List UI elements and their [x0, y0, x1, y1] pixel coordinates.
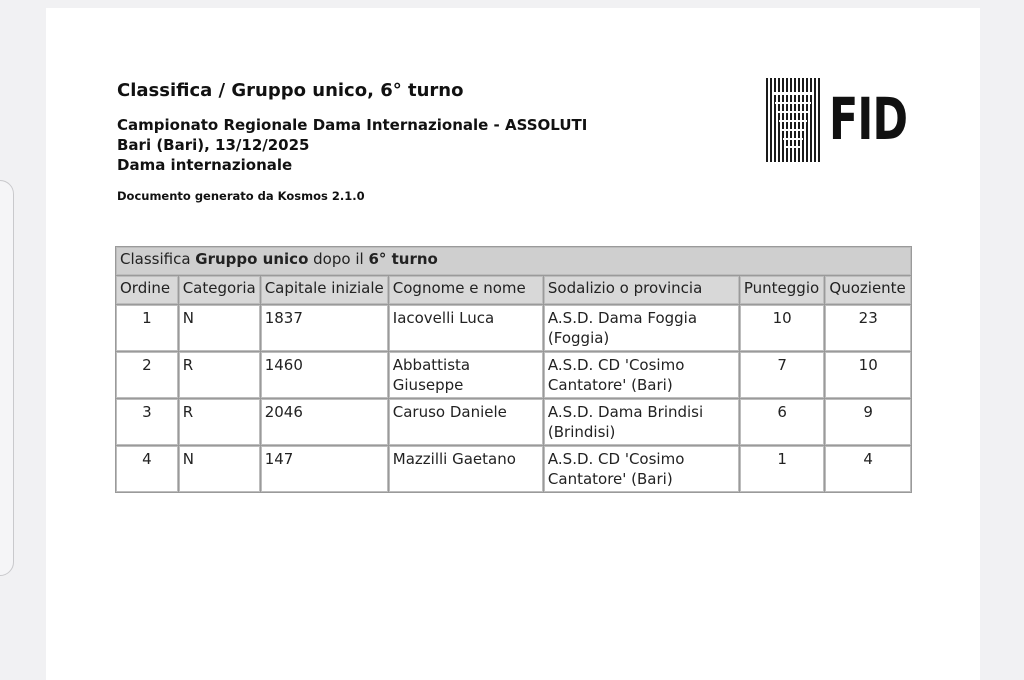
- cell-score: 10: [740, 305, 825, 351]
- caption-middle: dopo il: [308, 250, 369, 268]
- cell-score: 1: [740, 446, 825, 492]
- cell-name: Caruso Daniele: [389, 399, 543, 445]
- cell-club: A.S.D. CD 'Cosimo Cantatore' (Bari): [544, 446, 739, 492]
- championship-name: Campionato Regionale Dama Internazionale - ASSOLUTI: [117, 116, 588, 134]
- place-date: Bari (Bari), 13/12/2025: [117, 136, 310, 154]
- cell-capital: 2046: [261, 399, 388, 445]
- cell-quotient: 10: [825, 352, 911, 398]
- cell-score: 6: [740, 399, 825, 445]
- table-row: [116, 305, 911, 351]
- cell-order: 2: [116, 352, 178, 398]
- cell-order: 4: [116, 446, 178, 492]
- side-panel-handle[interactable]: [0, 180, 14, 576]
- table-caption-row: [116, 247, 911, 275]
- table-caption: [116, 247, 911, 275]
- cell-category: N: [179, 446, 260, 492]
- table-row: [116, 399, 911, 445]
- standings-table: [115, 246, 912, 493]
- cell-club: A.S.D. Dama Brindisi (Brindisi): [544, 399, 739, 445]
- cell-club: A.S.D. Dama Foggia (Foggia): [544, 305, 739, 351]
- column-header-quotient: Quoziente: [825, 276, 911, 304]
- column-header-name: Cognome e nome: [389, 276, 543, 304]
- document-page: [46, 8, 980, 680]
- cell-order: 3: [116, 399, 178, 445]
- cell-category: R: [179, 399, 260, 445]
- cell-order: 1: [116, 305, 178, 351]
- fid-logo: [765, 78, 915, 162]
- table-row: [116, 352, 911, 398]
- caption-group: Gruppo unico: [195, 250, 309, 268]
- fid-logo-icon: [765, 78, 827, 162]
- cell-quotient: 23: [825, 305, 911, 351]
- column-header-capital: Capitale iniziale: [261, 276, 388, 304]
- cell-name: Abbattista Giuseppe: [389, 352, 543, 398]
- cell-quotient: 4: [825, 446, 911, 492]
- fid-logo-text: FID: [829, 85, 908, 153]
- page-title: Classifica / Gruppo unico, 6° turno: [117, 80, 464, 101]
- cell-capital: 1460: [261, 352, 388, 398]
- cell-capital: 147: [261, 446, 388, 492]
- cell-quotient: 9: [825, 399, 911, 445]
- column-header-score: Punteggio: [740, 276, 825, 304]
- table-header-row: [116, 276, 911, 304]
- document-header: [117, 80, 587, 203]
- cell-category: N: [179, 305, 260, 351]
- cell-score: 7: [740, 352, 825, 398]
- cell-club: A.S.D. CD 'Cosimo Cantatore' (Bari): [544, 352, 739, 398]
- column-header-club: Sodalizio o provincia: [544, 276, 739, 304]
- cell-category: R: [179, 352, 260, 398]
- caption-round: 6° turno: [368, 250, 438, 268]
- column-header-order: Ordine: [116, 276, 178, 304]
- caption-prefix: Classifica: [120, 250, 196, 268]
- table-row: [116, 446, 911, 492]
- column-header-category: Categoria: [179, 276, 260, 304]
- cell-name: Iacovelli Luca: [389, 305, 543, 351]
- cell-name: Mazzilli Gaetano: [389, 446, 543, 492]
- generated-by: Documento generato da Kosmos 2.1.0: [117, 189, 365, 203]
- cell-capital: 1837: [261, 305, 388, 351]
- discipline: Dama internazionale: [117, 156, 293, 174]
